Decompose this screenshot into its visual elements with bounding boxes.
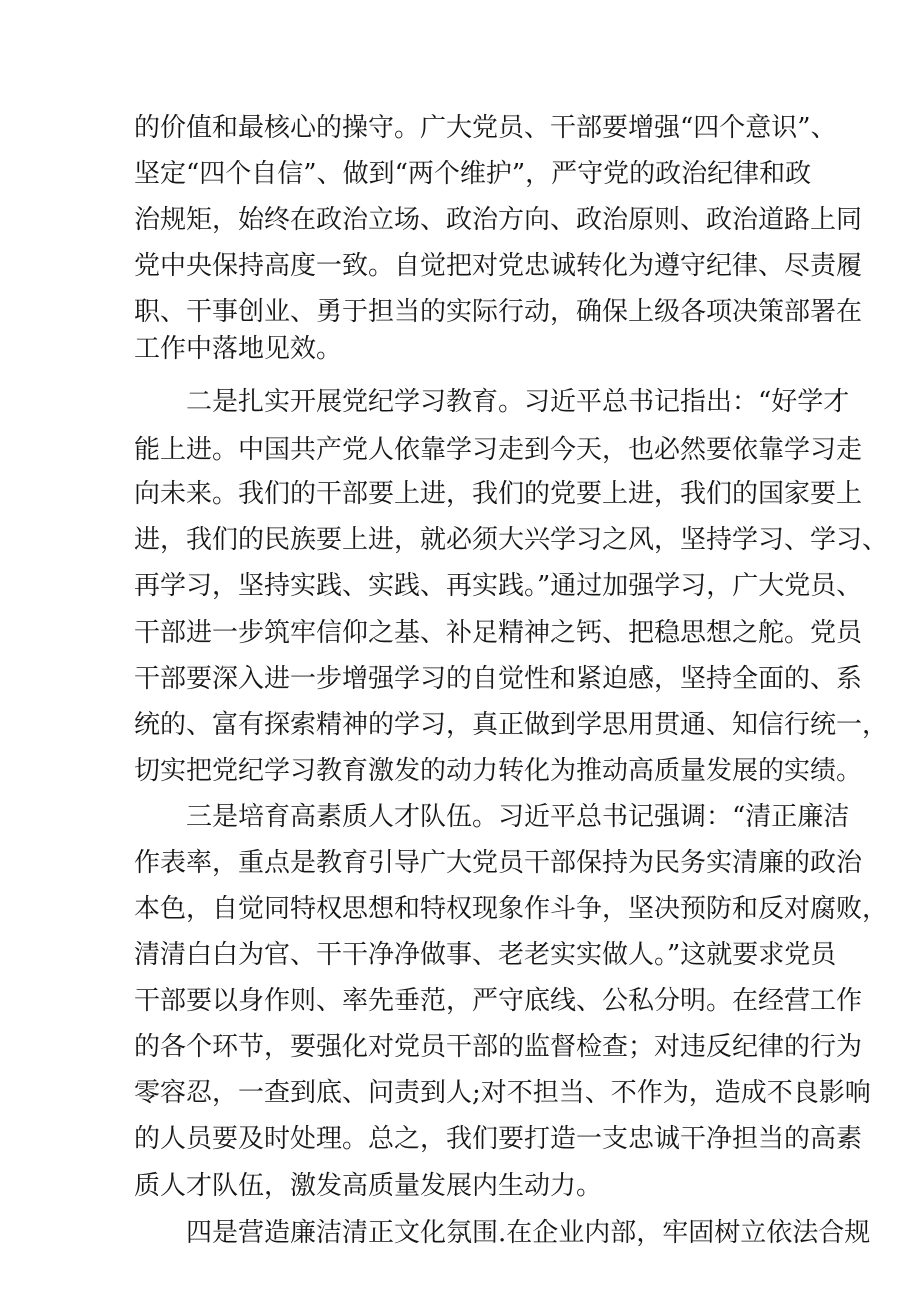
text-line-18: 本色，自觉同特权思想和特权现象作斗争，坚决预防和反对腐败， [134,894,889,924]
text-line-13: 干部要深入进一步增强学习的自觉性和紧迫感，坚持全面的、系 [134,664,863,694]
text-line-2: 坚定“四个自信”、做到“两个维护”，严守党的政治纪律和政 [134,159,812,189]
text-line-20: 干部要以身作则、率先垂范，严守底线、公私分明。在经营工作 [134,986,863,1016]
text-line-5: 职、干事创业、勇于担当的实际行动，确保上级各项决策部署在 [134,297,863,327]
text-line-23: 的人员要及时处理。总之，我们要打造一支忠诚干净担当的高素 [134,1124,863,1154]
text-line-15: 切实把党纪学习教育激发的动力转化为推动高质量发展的实绩。 [134,756,863,786]
text-line-3: 治规矩，始终在政治立场、政治方向、政治原则、政治道路上同 [134,205,863,235]
text-line-21: 的各个环节，要强化对党员干部的监督检查；对违反纪律的行为 [134,1032,863,1062]
text-line-22: 零容忍，一查到底、问责到人;对不担当、不作为，造成不良影响 [134,1078,871,1108]
paragraph-2-first-line: 二是扎实开展党纪学习教育。习近平总书记指出：“好学才 [186,387,850,417]
text-line-11: 再学习，坚持实践、实践、再实践。”通过加强学习，广大党员、 [134,571,863,601]
text-line-17: 作表率，重点是教育引导广大党员干部保持为民务实清廉的政治 [134,848,863,878]
text-line-8: 能上进。中国共产党人依靠学习走到今天，也必然要依靠学习走 [134,435,863,465]
text-line-24: 质人才队伍，激发高质量发展内生动力。 [134,1171,603,1201]
text-line-6: 工作中落地见效。 [134,334,343,364]
text-line-19: 清清白白为官、干干净净做事、老老实实做人。”这就要求党员 [134,940,837,970]
text-line-9: 向未来。我们的干部要上进，我们的党要上进，我们的国家要上 [134,479,863,509]
text-line-4: 党中央保持高度一致。自觉把对党忠诚转化为遵守纪律、尽责履 [134,251,863,281]
text-line-12: 干部进一步筑牢信仰之基、补足精神之钙、把稳思想之舵。党员 [134,618,863,648]
paragraph-3-first-line: 三是培育高素质人才队伍。习近平总书记强调：“清正廉洁 [186,802,850,832]
text-line-14: 统的、富有探索精神的学习，真正做到学思用贯通、知信行统一， [134,710,889,740]
text-line-1: 的价值和最核心的操守。广大党员、干部要增强“四个意识”、 [134,113,837,143]
paragraph-4-first-line: 四是营造廉洁清正文化氛围.在企业内部，牢固树立依法合规 [186,1218,871,1248]
text-line-10: 进，我们的民族要上进，就必须大兴学习之风，坚持学习、学习、 [134,525,889,555]
